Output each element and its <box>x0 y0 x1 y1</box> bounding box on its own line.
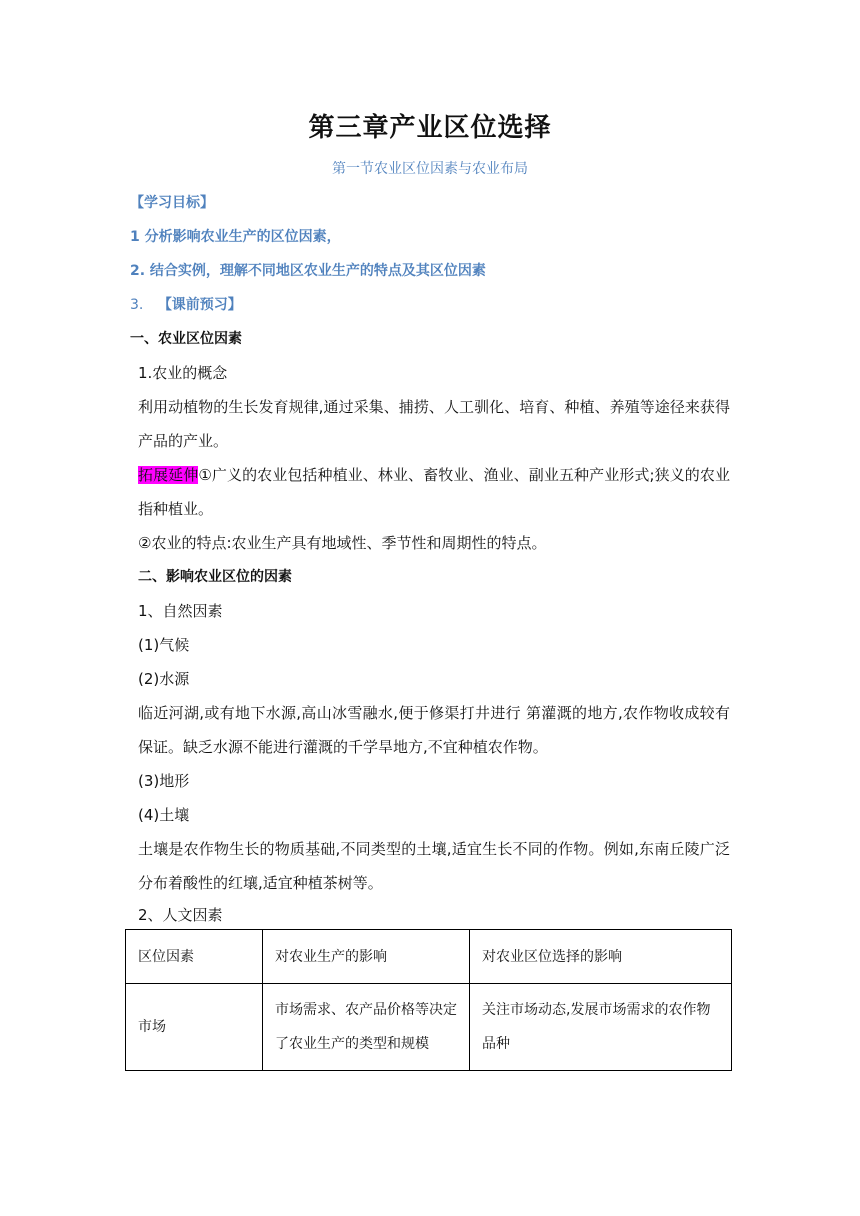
table-cell: 市场 <box>126 984 263 1071</box>
feature-line: ②农业的特点:农业生产具有地域性、季节性和周期性的特点。 <box>138 534 547 552</box>
concept-line-2: 产品的产业。 <box>138 432 229 450</box>
factor-terrain: (3)地形 <box>138 772 190 790</box>
factor-soil: (4)土壤 <box>138 806 190 824</box>
objective-item-1: 1 分析影响农业生产的区位因素， <box>130 229 341 245</box>
table-row <box>126 984 732 1071</box>
section2-heading: 二、影响农业区位的因素 <box>138 569 292 585</box>
table-header-cell: 对农业生产的影响 <box>263 930 470 984</box>
table-header-cell: 区位因素 <box>126 930 263 984</box>
table-header-row <box>126 930 732 984</box>
extension-line-1 <box>138 465 730 485</box>
human-factors: 2、人文因素 <box>138 906 223 924</box>
water-line-2: 保证。缺乏水源不能进行灌溉的千学旱地方,不宜种植农作物。 <box>138 738 548 756</box>
extension-highlight-label: 拓展延伸 <box>138 466 199 484</box>
factor-climate: (1)气候 <box>138 636 190 654</box>
water-line-1: 临近河湖,或有地下水源,高山冰雪融水,便于修渠打井进行 第灌溉的地方,农作物收成较有 <box>138 704 730 722</box>
concept-title: 1.农业的概念 <box>138 364 228 382</box>
table-header-cell: 对农业区位选择的影响 <box>470 930 732 984</box>
objective-item-3-number: 3. <box>130 297 144 313</box>
preview-heading: 【课前预习】 <box>157 297 242 313</box>
factor-water: (2)水源 <box>138 670 190 688</box>
extension-text-1: ①广义的农业包括种植业、林业、畜牧业、渔业、副业五种产业形式;狭义的农业 <box>198 466 730 484</box>
objective-item-3 <box>130 295 242 315</box>
objective-item-2: 2. 结合实例，理解不同地区农业生产的特点及其区位因素 <box>130 263 486 279</box>
concept-line-1: 利用动植物的生长发育规律,通过采集、捕捞、人工驯化、培育、种植、养殖等途径来获得 <box>138 398 730 416</box>
natural-factors: 1、自然因素 <box>138 602 223 620</box>
section-subtitle: 第一节农业区位因素与农业布局 <box>332 161 528 177</box>
objectives-heading: 【学习目标】 <box>130 195 214 211</box>
human-factors-table <box>125 929 732 1071</box>
section1-heading: 一、农业区位因素 <box>130 331 242 347</box>
table-cell: 关注市场动态,发展市场需求的农作物品种 <box>470 984 732 1071</box>
table-cell: 市场需求、农产品价格等决定了农业生产的类型和规模 <box>263 984 470 1071</box>
extension-line-2: 指种植业。 <box>138 500 214 518</box>
soil-line-2: 分布着酸性的红壤,适宜种植茶树等。 <box>138 874 383 892</box>
soil-line-1: 土壤是农作物生长的物质基础,不同类型的土壤,适宜生长不同的作物。例如,东南丘陵广泛 <box>138 840 730 858</box>
chapter-title: 第三章产业区位选择 <box>308 113 552 143</box>
